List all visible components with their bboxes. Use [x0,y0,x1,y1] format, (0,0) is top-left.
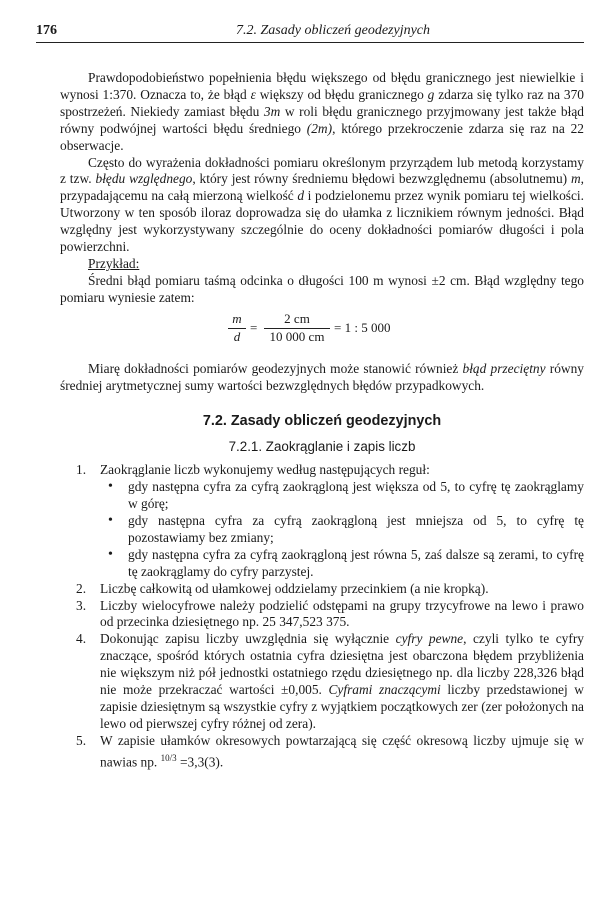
relative-error-formula [60,311,584,355]
paragraph-2 [60,155,584,256]
rules-list [60,462,584,771]
example-label-line [60,256,584,273]
text: równy średniej arytmetycznej sumy wartości bezwzględnych błędów przypadkowych. [60,360,584,393]
running-header [36,22,584,43]
list-text: liczby przedstawionej w zapisie dziesiętnym są wszystkie cyfry z wyjątkiem początkowych zer (zer położonych na lewo od pierwszej cyfry różnej od zera). [100,682,584,731]
list-number: 1. [76,462,87,478]
list-number: 4. [76,631,87,647]
text: Często do wyrażenia dokładności pomiaru określonym przyrządem lub metodą korzystamy z tzw. [60,154,584,187]
list-item [76,733,584,771]
term-relative-error: błędu względnego [95,171,193,187]
text: i podzielonemu przez wynik pomiaru tej wielkości. Utworzony w ten sposób iloraz doprowadza się do ułamka z licznikiem równym jedności. Błąd względny jest wykorzystywany szczególnie do oceny dokładności pomiarów długości i pola powierzchni. [60,188,584,255]
text: większy od błędu granicznego [255,86,428,102]
page-number: 176 [36,23,57,38]
subsection-heading: 7.2.1. Zaokrąglanie i zapis liczb [228,439,416,455]
term-certain-digits: cyfry pewne [395,631,464,647]
list-item [76,598,584,632]
list-item [76,631,584,732]
list-number: 2. [76,580,87,596]
example-label: Przykład: [88,255,140,271]
text: zdarza się tylko raz na 370 spostrzeżeń. Niekiedy zamiast błędu [60,86,584,119]
list-text: Liczby wielocyfrowe należy podzielić odstępami na grupy trzycyfrowe na lewo i prawo od przecinka dziesiętnego np. 25 347,523 375. [100,597,584,630]
bullet-item: • gdy następna cyfra za cyfrą zaokrągloną jest równa 5, zaś dalsze są zerami, to cyfrę tę zaokrąglamy do cyfry parzystej. [104,547,584,581]
list-text: =3,3(3). [176,754,224,770]
ratio-result: = 1 : 5 000 [334,319,391,335]
bullet-item: • gdy następna cyfra za cyfrą zaokrągloną jest mniejsza od 5, to cyfrę tę pozostawiamy bez zmiany; [104,513,584,547]
bullet-item: • gdy następna cyfra za cyfrą zaokrągloną jest większa od 5, to cyfrę tę zaokrąglamy w górę; [104,479,584,513]
two-m-symbol: (2m) [306,120,333,136]
page-body [60,70,584,771]
three-m-symbol: 3m [263,103,281,119]
list-text: , czyli tylko te cyfry znaczące, spośród których ostatnia cyfra dziesiętna jest obarczona błędem przybliżenia nie większym niż pół jednostki ostatniego rzędu dziesiętnego np. dla liczby 228,326 błąd nie może przekraczać wartości ±0,005. [100,631,584,698]
fraction-m-d [228,311,246,346]
fraction-2cm-10000cm [264,311,330,346]
epsilon-symbol: ε [250,86,256,102]
text: , którego przekroczenie zdarza się raz na 22 obserwacje. [60,120,584,153]
fraction-ten-thirds: 10/3 [160,752,177,763]
fraction-numerator: m [228,311,246,329]
equals-sign: = [250,319,258,335]
bullet-list [100,479,584,580]
text: , przypadającemu na całą mierzoną wielkość [60,171,584,204]
list-text: Liczbę całkowitą od ułamkowej oddzielamy przecinkiem (a nie kropką). [100,580,489,596]
list-number: 5. [76,732,87,748]
text: , który jest równy średniemu błędowi bezwzględnemu (absolutnemu) [192,171,571,187]
example-text: Średni błąd pomiaru taśmą odcinka o długości 100 m wynosi ±2 cm. Błąd względny tego pomiaru wyniesie zatem: [60,272,584,305]
d-symbol: d [297,188,305,204]
list-text: Zaokrąglanie liczb wykonujemy według następujących reguł: [100,462,430,478]
term-mean-error: błąd przeciętny [462,360,546,376]
text: w roli błędu granicznego przyjmowany jest także błąd równy podwójnej wartości błędu średniego [60,103,584,136]
list-item [76,462,584,580]
g-symbol: g [427,86,435,102]
fraction-denominator: d [233,328,241,344]
fraction-denominator: 10 000 cm [269,328,325,344]
running-title: 7.2. Zasady obliczeń geodezyjnych [236,23,431,38]
term-significant-digits: Cyframi znaczącymi [328,682,441,698]
list-item [76,581,584,598]
section-heading: 7.2. Zasady obliczeń geodezyjnych [202,412,442,429]
fraction-numerator: 2 cm [264,311,330,329]
m-symbol: m [570,171,581,187]
list-text: Dokonując zapisu liczby uwzględnia się wyłącznie [100,631,396,647]
text: Miarę dokładności pomiarów geodezyjnych może stanowić również [88,360,463,376]
paragraph-3 [60,361,584,395]
list-number: 3. [76,597,87,613]
list-text: W zapisie ułamków okresowych powtarzającą się część okresową liczby ujmuje się w nawias np. [100,732,584,770]
text: Prawdopodobieństwo popełnienia błędu większego od błędu granicznego jest niewielkie i wynosi 1:370. Oznacza to, że błąd [60,70,584,102]
paragraph-1 [60,70,584,155]
